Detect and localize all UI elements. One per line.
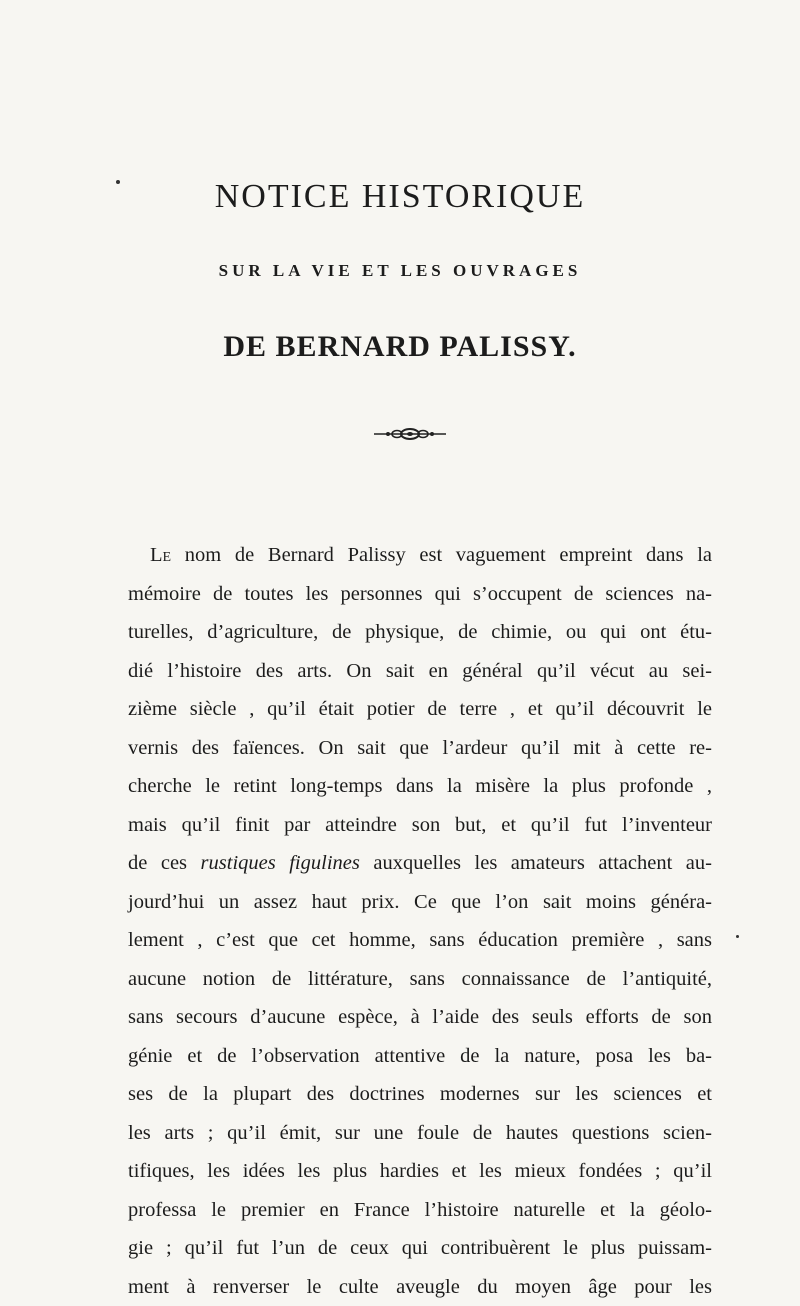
title-bernard-palissy: DE BERNARD PALISSY. <box>0 330 800 364</box>
italic-term: rustiques figulines <box>201 852 360 874</box>
dropcap-word: Le <box>150 544 171 566</box>
text-line: Le nom de Bernard Palissy est vaguement empreint dans la <box>128 536 712 575</box>
text-line: vernis des faïences. On sait que l’ardeur qu’il mit à cette re- <box>128 729 712 768</box>
text-line: ment à renverser le culte aveugle du moyen âge pour les <box>128 1268 712 1306</box>
text-line: gie ; qu’il fut l’un de ceux qui contribuèrent le plus puissam- <box>128 1229 712 1268</box>
text-line: turelles, d’agriculture, de physique, de chimie, ou qui ont étu- <box>128 613 712 652</box>
text-line: mémoire de toutes les personnes qui s’occupent de sciences na- <box>128 575 712 614</box>
text-line: lement , c’est que cet homme, sans éducation première , sans <box>128 921 712 960</box>
text-line: jourd’hui un assez haut prix. Ce que l’on sait moins généra- <box>128 883 712 922</box>
title-subtitle: SUR LA VIE ET LES OUVRAGES <box>0 261 800 281</box>
text-line: aucune notion de littérature, sans connaissance de l’antiquité, <box>128 960 712 999</box>
print-speck <box>116 180 120 184</box>
text-line: ses de la plupart des doctrines modernes sur les sciences et <box>128 1075 712 1114</box>
text-line: cherche le retint long-temps dans la misère la plus profonde , <box>128 767 712 806</box>
text-line: professa le premier en France l’histoire naturelle et la géolo- <box>128 1191 712 1230</box>
print-speck <box>736 935 739 938</box>
text-line: zième siècle , qu’il était potier de terre , et qu’il découvrit le <box>128 690 712 729</box>
decorative-vignette-icon <box>370 424 450 444</box>
text-line: sans secours d’aucune espèce, à l’aide des seuls efforts de son <box>128 998 712 1037</box>
text-line: génie et de l’observation attentive de la nature, posa les ba- <box>128 1037 712 1076</box>
text-line: les arts ; qu’il émit, sur une foule de hautes questions scien- <box>128 1114 712 1153</box>
text-line: mais qu’il finit par atteindre son but, et qu’il fut l’inventeur <box>128 806 712 845</box>
text-line: tifiques, les idées les plus hardies et les mieux fondées ; qu’il <box>128 1152 712 1191</box>
text-line: dié l’histoire des arts. On sait en général qu’il vécut au sei- <box>128 652 712 691</box>
title-notice-historique: NOTICE HISTORIQUE <box>0 178 800 216</box>
text-line: de ces rustiques figulines auxquelles les amateurs attachent au- <box>128 844 712 883</box>
body-paragraph <box>128 536 712 1306</box>
